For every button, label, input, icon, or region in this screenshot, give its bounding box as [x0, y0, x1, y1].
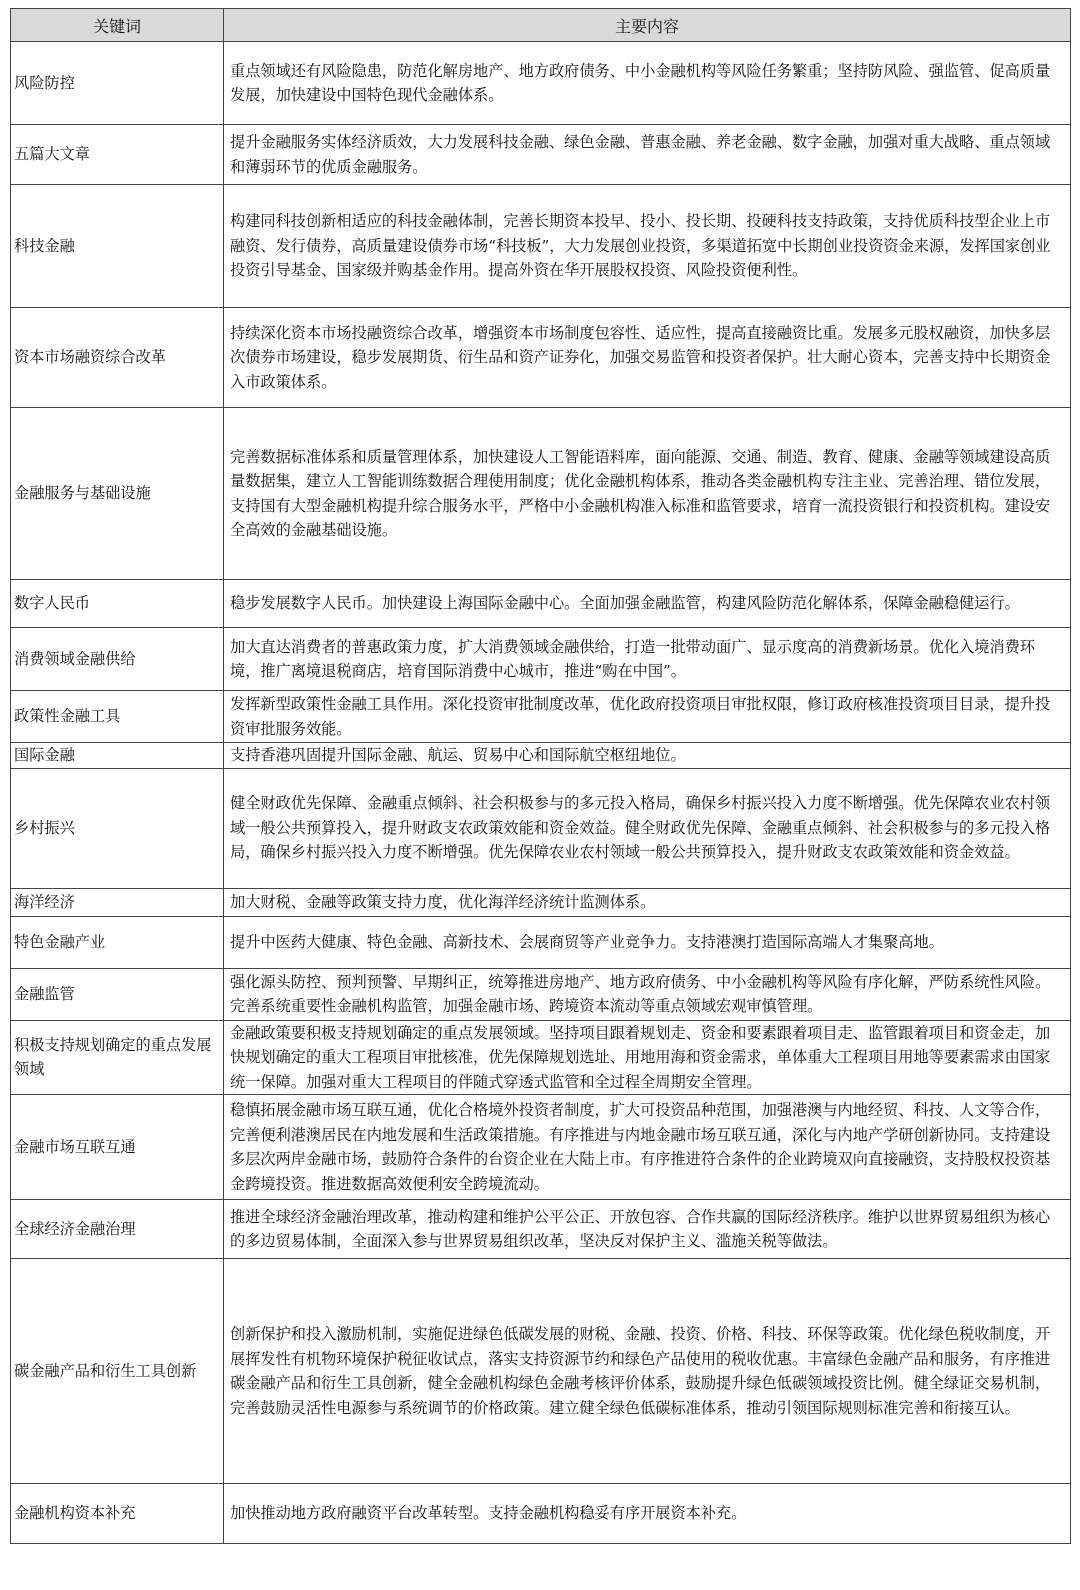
content-cell: 构建同科技创新相适应的科技金融体制，完善长期资本投早、投小、投长期、投硬科技支持政策，支持优质科技型企业上市融资、发行债券，高质量建设债券市场“科技板”，大力发展创业投资，多渠道拓宽中长期创业投资资金来源，发挥国家创业投资引导基金、国家级并购基金作用。提高外资在华开展股权投资、风险投资便利性。: [224, 185, 1071, 308]
content-cell: 提升金融服务实体经济质效，大力发展科技金融、绿色金融、普惠金融、养老金融、数字金融，加强对重大战略、重点领域和薄弱环节的优质金融服务。: [224, 125, 1071, 185]
table-header-row: [11, 9, 1071, 42]
content-cell: 发挥新型政策性金融工具作用。深化投资审批制度改革，优化政府投资项目审批权限，修订政府核准投资项目目录，提升投资审批服务效能。: [224, 691, 1071, 743]
table-row: [11, 691, 1071, 743]
keyword-cell: 金融监管: [11, 968, 224, 1020]
table-row: [11, 1095, 1071, 1200]
table-row: [11, 1020, 1071, 1095]
table-row: [11, 580, 1071, 628]
keyword-cell: 科技金融: [11, 185, 224, 308]
keyword-cell: 特色金融产业: [11, 916, 224, 968]
table-row: [11, 628, 1071, 691]
table-row: [11, 308, 1071, 408]
content-cell: 支持香港巩固提升国际金融、航运、贸易中心和国际航空枢纽地位。: [224, 743, 1071, 769]
keyword-cell: 乡村振兴: [11, 768, 224, 888]
table-row: [11, 768, 1071, 888]
table-row: [11, 968, 1071, 1020]
content-cell: 完善数据标准体系和质量管理体系，加快建设人工智能语料库，面向能源、交通、制造、教育、健康、金融等领域建设高质量数据集，建立人工智能训练数据合理使用制度；优化金融机构体系，推动各类金融机构专注主业、完善治理、错位发展，支持国有大型金融机构提升综合服务水平，严格中小金融机构准入标准和监管要求，培育一流投资银行和投资机构。建设安全高效的金融基础设施。: [224, 408, 1071, 580]
keyword-cell: 风险防控: [11, 42, 224, 125]
content-cell: 创新保护和投入激励机制，实施促进绿色低碳发展的财税、金融、投资、价格、科技、环保等政策。优化绿色税收制度，开展挥发性有机物环境保护税征收试点，落实支持资源节约和绿色产品使用的税收优惠。丰富绿色金融产品和服务，有序推进碳金融产品和衍生工具创新，健全金融机构绿色金融考核评价体系，鼓励提升绿色低碳领域投资比例。健全绿证交易机制，完善鼓励灵活性电源参与系统调节的价格政策。建立健全绿色低碳标准体系，推动引领国际规则标准完善和衔接互认。: [224, 1259, 1071, 1484]
content-cell: 健全财政优先保障、金融重点倾斜、社会积极参与的多元投入格局，确保乡村振兴投入力度不断增强。优先保障农业农村领域一般公共预算投入，提升财政支农政策效能和资金效益。健全财政优先保障、金融重点倾斜、社会积极参与的多元投入格局，确保乡村振兴投入力度不断增强。优先保障农业农村领域一般公共预算投入，提升财政支农政策效能和资金效益。: [224, 768, 1071, 888]
keyword-cell: 国际金融: [11, 743, 224, 769]
content-cell: 重点领域还有风险隐患，防范化解房地产、地方政府债务、中小金融机构等风险任务繁重；坚持防风险、强监管、促高质量发展，加快建设中国特色现代金融体系。: [224, 42, 1071, 125]
keyword-cell: 数字人民币: [11, 580, 224, 628]
keyword-cell: 碳金融产品和衍生工具创新: [11, 1259, 224, 1484]
keyword-cell: 政策性金融工具: [11, 691, 224, 743]
keyword-cell: 全球经济金融治理: [11, 1200, 224, 1259]
table-body: [11, 42, 1071, 1544]
content-cell: 加大直达消费者的普惠政策力度，扩大消费领域金融供给，打造一批带动面广、显示度高的消费新场景。优化入境消费环境，推广离境退税商店，培育国际消费中心城市，推进“购在中国”。: [224, 628, 1071, 691]
keyword-cell: 消费领域金融供给: [11, 628, 224, 691]
content-cell: 加大财税、金融等政策支持力度，优化海洋经济统计监测体系。: [224, 888, 1071, 916]
table-row: [11, 125, 1071, 185]
table-row: [11, 1484, 1071, 1544]
content-cell: 提升中医药大健康、特色金融、高新技术、会展商贸等产业竞争力。支持港澳打造国际高端人才集聚高地。: [224, 916, 1071, 968]
table-row: [11, 888, 1071, 916]
content-cell: 加快推动地方政府融资平台改革转型。支持金融机构稳妥有序开展资本补充。: [224, 1484, 1071, 1544]
keyword-cell: 金融服务与基础设施: [11, 408, 224, 580]
keyword-cell: 五篇大文章: [11, 125, 224, 185]
keyword-cell: 海洋经济: [11, 888, 224, 916]
keyword-cell: 金融机构资本补充: [11, 1484, 224, 1544]
table-row: [11, 185, 1071, 308]
keyword-table: [10, 8, 1071, 1544]
table-row: [11, 1200, 1071, 1259]
keyword-cell: 金融市场互联互通: [11, 1095, 224, 1200]
content-cell: 稳步发展数字人民币。加快建设上海国际金融中心。全面加强金融监管，构建风险防范化解体系，保障金融稳健运行。: [224, 580, 1071, 628]
content-cell: 稳慎拓展金融市场互联互通，优化合格境外投资者制度，扩大可投资品种范围，加强港澳与内地经贸、科技、人文等合作，完善便利港澳居民在内地发展和生活政策措施。有序推进与内地金融市场互联互通，深化与内地产学研创新协同。支持建设多层次两岸金融市场，鼓励符合条件的台资企业在大陆上市。有序推进符合条件的企业跨境双向直接融资，支持股权投资基金跨境投资。推进数据高效便利安全跨境流动。: [224, 1095, 1071, 1200]
keyword-cell: 资本市场融资综合改革: [11, 308, 224, 408]
content-cell: 强化源头防控、预判预警、早期纠正，统筹推进房地产、地方政府债务、中小金融机构等风险有序化解，严防系统性风险。完善系统重要性金融机构监管，加强金融市场、跨境资本流动等重点领域宏观审慎管理。: [224, 968, 1071, 1020]
table-row: [11, 916, 1071, 968]
table-row: [11, 408, 1071, 580]
table-row: [11, 42, 1071, 125]
table-row: [11, 743, 1071, 769]
content-cell: 持续深化资本市场投融资综合改革，增强资本市场制度包容性、适应性，提高直接融资比重。发展多元股权融资，加快多层次债券市场建设，稳步发展期货、衍生品和资产证券化，加强交易监管和投资者保护。壮大耐心资本，完善支持中长期资金入市政策体系。: [224, 308, 1071, 408]
content-cell: 推进全球经济金融治理改革，推动构建和维护公平公正、开放包容、合作共赢的国际经济秩序。维护以世界贸易组织为核心的多边贸易体制，全面深入参与世界贸易组织改革，坚决反对保护主义、滥施关税等做法。: [224, 1200, 1071, 1259]
header-keyword: 关键词: [11, 9, 224, 42]
header-content: 主要内容: [224, 9, 1071, 42]
keyword-cell: 积极支持规划确定的重点发展领域: [11, 1020, 224, 1095]
table-row: [11, 1259, 1071, 1484]
content-cell: 金融政策要积极支持规划确定的重点发展领域。坚持项目跟着规划走、资金和要素跟着项目走、监管跟着项目和资金走，加快规划确定的重大工程项目审批核准，优先保障规划选址、用地用海和资金需求，单体重大工程项目用地等要素需求由国家统一保障。加强对重大工程项目的伴随式穿透式监管和全过程全周期安全管理。: [224, 1020, 1071, 1095]
